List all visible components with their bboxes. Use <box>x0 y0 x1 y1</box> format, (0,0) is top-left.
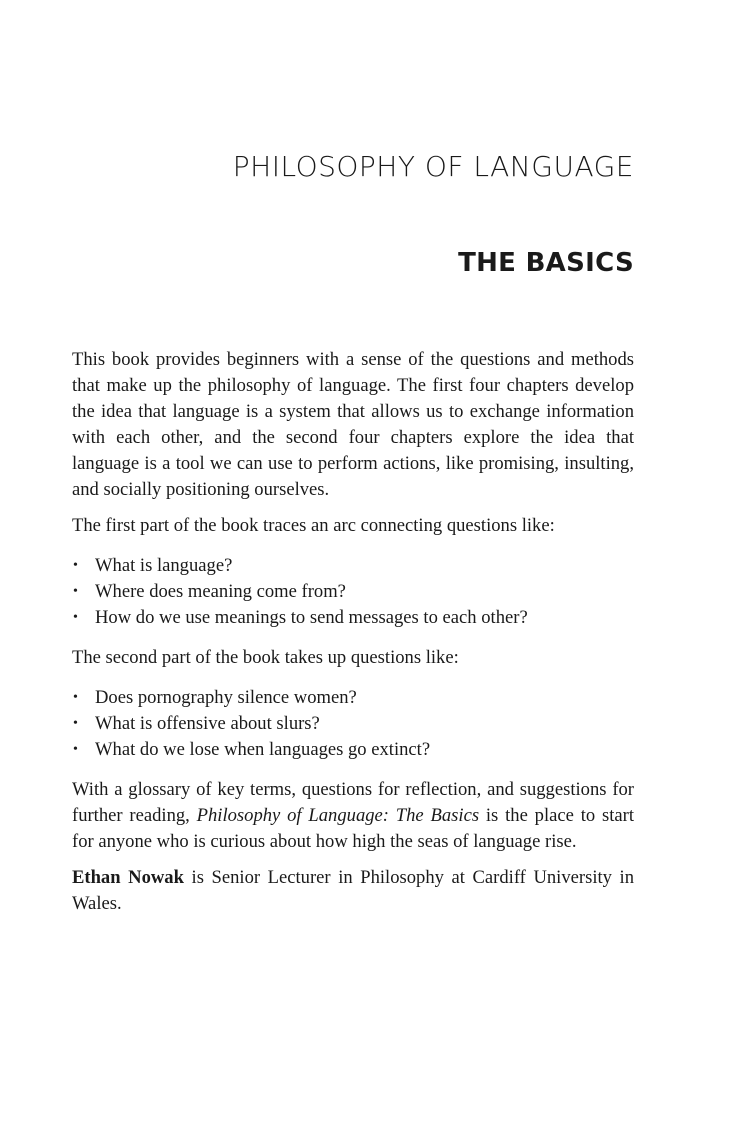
question-text: Where does meaning come from? <box>95 581 346 602</box>
question-text: Does pornography silence women? <box>95 687 357 708</box>
bullet-icon: • <box>73 610 78 625</box>
blurb-body <box>72 347 634 927</box>
author-bio <box>72 865 634 917</box>
bullet-icon: • <box>73 558 78 573</box>
list-item <box>72 553 634 579</box>
closing-text-start: With a glossary of key terms, questions for reflection, and suggestions for further reading, <box>72 779 634 826</box>
part-one-lead: The first part of the book traces an arc connecting questions like: <box>72 515 555 536</box>
closing-paragraph <box>72 777 634 855</box>
back-cover-page <box>72 0 634 1123</box>
question-text: How do we use meanings to send messages to each other? <box>95 607 528 628</box>
list-item <box>72 579 634 605</box>
list-item <box>72 711 634 737</box>
intro-paragraph: This book provides beginners with a sense of the questions and methods that make up the philosophy of language. The first four chapters develop the idea that language is a system that allows us to exchange information with each other, and the second four chapters explore the idea that language is a tool we can use to perform actions, like promising, insulting, and socially positioning ourselves. <box>72 349 634 500</box>
book-title-italic: Philosophy of Language: The Basics <box>196 805 480 826</box>
series-title: PHILOSOPHY OF LANGUAGE <box>232 150 634 183</box>
question-text: What do we lose when languages go extinct? <box>95 739 431 760</box>
closing-text-end: is the place to start for anyone who is curious about how high the seas of language rise. <box>72 805 634 852</box>
bullet-icon: • <box>73 716 78 731</box>
part-one-question-list <box>72 553 634 631</box>
book-subtitle: THE BASICS <box>458 248 634 278</box>
question-text: What is offensive about slurs? <box>95 713 320 734</box>
author-bio-text: is Senior Lecturer in Philosophy at Cardiff University in Wales. <box>72 867 634 914</box>
author-name: Ethan Nowak <box>72 867 184 888</box>
list-item <box>72 737 634 763</box>
list-item <box>72 605 634 631</box>
part-two-lead: The second part of the book takes up questions like: <box>72 647 459 668</box>
question-text: What is language? <box>95 555 233 576</box>
bullet-icon: • <box>73 584 78 599</box>
bullet-icon: • <box>73 742 78 757</box>
bullet-icon: • <box>73 690 78 705</box>
part-two-question-list <box>72 685 634 763</box>
list-item <box>72 685 634 711</box>
